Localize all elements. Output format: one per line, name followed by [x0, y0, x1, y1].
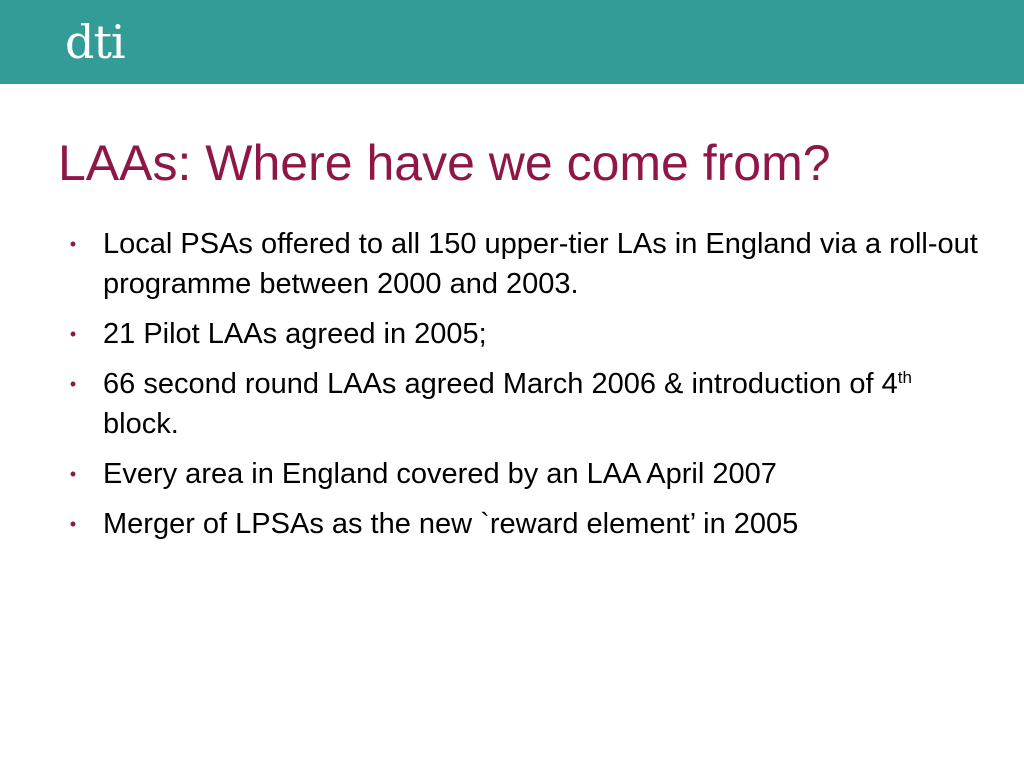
bullet-point-icon: • — [69, 514, 77, 534]
bullet-text: 21 Pilot LAAs agreed in 2005; — [103, 318, 487, 350]
bullet-text-after-superscript: block. — [103, 408, 179, 440]
bullet-item — [66, 314, 986, 354]
bullet-item — [66, 504, 986, 544]
bullet-item — [66, 364, 986, 444]
bullet-text: Merger of LPSAs as the new `reward element’ in 2005 — [103, 508, 799, 540]
bullet-point-icon: • — [69, 374, 77, 394]
bullet-point-icon: • — [69, 324, 77, 344]
bullet-item — [66, 454, 986, 494]
slide-title: LAAs: Where have we come from? — [58, 135, 831, 191]
header-bar — [0, 0, 1024, 84]
bullet-point-icon: • — [69, 234, 77, 254]
bullet-text: Local PSAs offered to all 150 upper-tier LAs in England via a roll-out programme between 2000 and 2003. — [103, 228, 978, 300]
ordinal-superscript: th — [897, 368, 912, 387]
bullet-text: Every area in England covered by an LAA April 2007 — [103, 458, 777, 490]
bullet-list — [66, 224, 986, 554]
bullet-text — [103, 368, 912, 440]
bullet-text-before-superscript: 66 second round LAAs agreed March 2006 & introduction of 4 — [103, 368, 898, 400]
bullet-point-icon: • — [69, 464, 77, 484]
bullet-item — [66, 224, 986, 304]
dti-logo: dti — [65, 15, 125, 69]
